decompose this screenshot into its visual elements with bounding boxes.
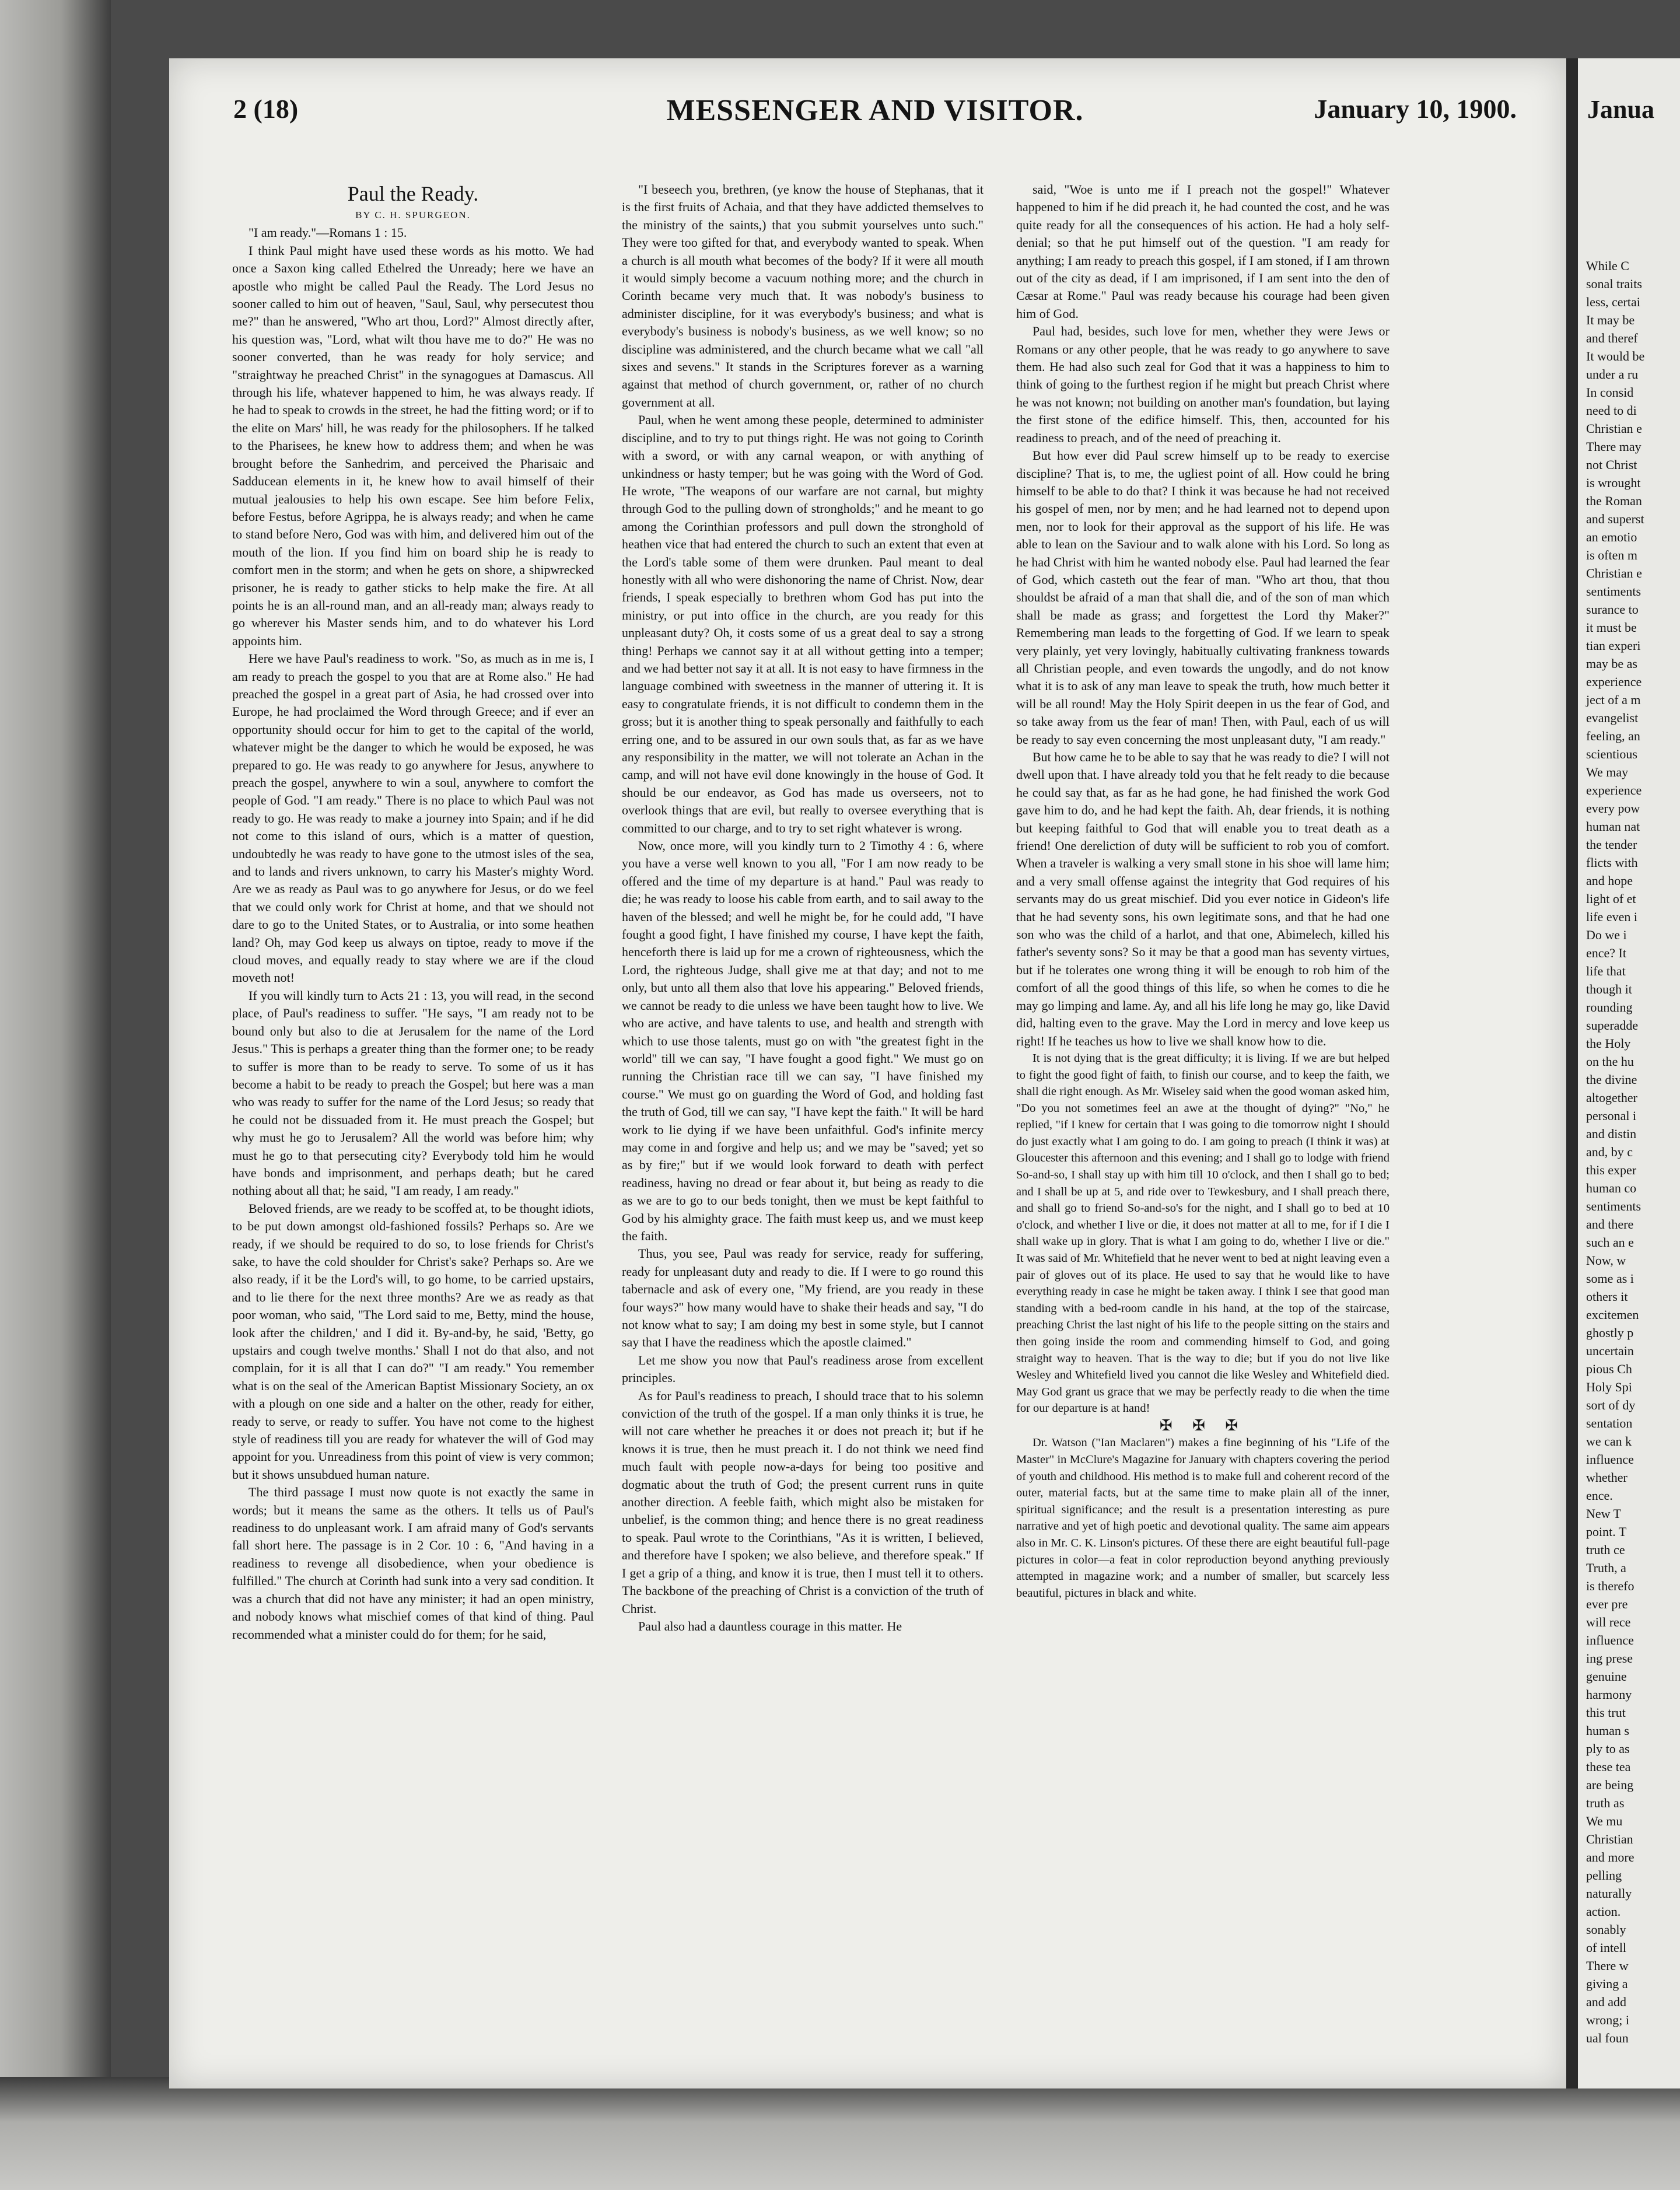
article-paragraph: Paul, when he went among these people, determined to administer discipline, and to try to put things right. He was not going to Corinth with a sword, or with any carnal weapon, or with anything of unkindness or hasty temper; but he was going with the Word of God. He wrote, "The weapons of our warfare are not carnal, but mighty through God to the pulling down of strongholds;" and he meant to go among the Corinthian professors and pull down the stronghold of heathen vice that had entered the church to such an extent that even at the Lord's table some of them were drunken. Paul meant to deal honestly with all who were dishonoring the name of Christ. Now, dear friends, I speak especially to brethren whom God has put into the ministry, or put into office in the church, are you ready for this unpleasant duty? Oh, it costs some of us a great deal to say a strong thing! Perhaps we cannot say it at all without getting into a temper; and we had better not say it at all. It is not easy to have firmness in the language combined with sweetness in the manner of uttering it. It is easy to congratulate friends, it is not difficult to condemn them in the gross; but it is another thing to speak personally and faithfully to each erring one, and to be assured in our own souls that, as far as we have any responsibility in the matter, we will not tolerate an Achan in the camp, and will not have evil done knowingly in the house of God. It should be our endeavor, as God has made us overseers, not to overlook things that are evil, but really to oversee everything that is committed to our charge, and to try to set right whatever is wrong.	[622, 412, 984, 835]
adjacent-page-line: evangelist	[1586, 711, 1639, 725]
adjacent-page-line: an emotio	[1586, 530, 1637, 544]
adjacent-page-line: and distin	[1586, 1127, 1637, 1141]
adjacent-page-line: sonal traits	[1586, 277, 1642, 291]
adjacent-page-line: life that	[1586, 964, 1626, 978]
adjacent-page-line: of intell	[1586, 1940, 1627, 1955]
adjacent-page-line: We mu	[1586, 1814, 1623, 1828]
adjacent-page-line: influence	[1586, 1452, 1634, 1467]
article-paragraph: Paul also had a dauntless courage in this matter. He	[638, 1618, 902, 1633]
adjacent-page-line: may be as	[1586, 656, 1637, 671]
adjacent-page-line: less, certai	[1586, 295, 1640, 309]
adjacent-page-line: we can k	[1586, 1434, 1632, 1449]
adjacent-page-line: others it	[1586, 1289, 1628, 1304]
adjacent-page-line: action.	[1586, 1904, 1621, 1919]
adjacent-page-line: and, by c	[1586, 1145, 1633, 1159]
article-paragraph: "I beseech you, brethren, (ye know the house of Stephanas, that it is the first fruits of Achaia, and that they have addicted themselves to the ministry of the saints,) that you submit yourselves unto such." They were too gifted for that, and everybody wanted to speak. When a church is all mouth what becomes of the body? If it were all mouth it would simply become a vacuum nothing more; and the church in Corinth became very much that. It was nobody's business to administer discipline, for it was everybody's business; and what is everybody's business is nobody's business, as we well know; so no discipline was administered, and the church became what we call "all sixes and sevens." It stands in the Scriptures forever as a warning against that method of church government, or, rather of no church government at all.	[622, 182, 984, 410]
adjacent-page-line: While C	[1586, 258, 1629, 273]
adjacent-page-line: is wrought	[1586, 475, 1641, 490]
adjacent-page-line: experience	[1586, 783, 1642, 797]
adjacent-page-line: ghostly p	[1586, 1325, 1634, 1340]
adjacent-page-line: giving a	[1586, 1976, 1628, 1991]
adjacent-page-line: personal i	[1586, 1108, 1637, 1123]
adjacent-page-line: this trut	[1586, 1705, 1626, 1720]
adjacent-page-line: need to di	[1586, 403, 1637, 418]
adjacent-page-line: excitemen	[1586, 1307, 1639, 1322]
article-paragraph: But how came he to be able to say that he was ready to die? I will not dwell upon that. I have already told you that he felt ready to die because he could say that, as far as he had gone, he had finished the work God gave him to do, and he had kept the faith. Ah, dear friends, it is nothing but keeping faithful to God that will enable you to treat death as a friend! One dereliction of duty will be sufficient to rob you of comfort. When a traveler is walking a very small stone in his shoe will lame him; and a very small offense against the integrity that God requires of his servants may do us great mischief. Did you ever notice in Gideon's life that he had seventy sons, his own legitimate sons, and that he had one son who was the child of a harlot, and that one, Abimelech, killed his father's seventy sons? So it may be that a good man has seventy virtues, but if he tolerates one wrong thing it will be enough to rob him of the comfort of all the good things of this life, so when he comes to die he may go limping and lame. Ay, and all his life long he may go, like David did, halting even to the grave. May the Lord in mercy and love keep us right! If he teaches us how to live we shall know how to die.	[1016, 750, 1390, 1048]
adjacent-page-line: superadde	[1586, 1018, 1639, 1033]
issue-date: January 10, 1900.	[1314, 94, 1517, 124]
article-paragraph: It is not dying that is the great difficulty; it is living. If we are but helped to fight the good fight of faith, to finish our course, and to keep the faith, we shall die right enough. As Mr. Wiseley said when the good woman asked him, "Do you not sometimes feel an awe at the thought of dying?" "No," he replied, "if I knew for certain that I was going to die tomorrow night I should do just exactly what I am going to do. I am going to preach (I think it was) at Gloucester this afternoon and this evening; and I shall go to lodge with friend So-and-so, I shall stay up with him till 10 o'clock, and then I shall go to bed; and I shall be up at 5, and ride over to Tewkesbury, and I shall preach there, and shall go to friend So-and-so's for the night, and I shall go to bed at 10 o'clock, and whether I live or die, it does not matter at all to me, for if I die I shall wake up in glory. That is what I am going to do, whether I live or die." It was said of Mr. Whitefield that he never went to bed at night leaving even a pair of gloves out of its place. He used to say that he would like to have everything ready in case he might be taken away. I think I see that good man standing with a bed-room candle in his hand, at the top of the staircase, preaching Christ the last night of his life to the people sitting on the stairs and then going inside the room and commending himself to God, and going straight way to heaven. That is the way to die; but if you do not live like Wesley and Whitefield lived you cannot die like Wesley and Whitefield died. May God grant us grace that we may be perfectly ready to die when the time for our departure is at hand!	[1016, 1051, 1390, 1415]
column-2	[622, 181, 984, 1635]
article-paragraph: If you will kindly turn to Acts 21 : 13, you will read, in the second place, of Paul's readiness to suffer. "He says, "I am ready not to be bound only but also to die at Jerusalem for the name of the Lord Jesus." This is perhaps a greater thing than the former one; to be ready to suffer is more than to be ready to serve. To some of us it has become a habit to be ready to preach the Gospel; but here was a man who was ready to suffer for the name of the Lord Jesus; so ready that he could not be dissuaded from it. He must preach the Gospel; but why must he go to Jerusalem? All the world was before him; why must he go to that persecuting city? Everybody told him he would have bonds and imprisonment, and perhaps death; but he cared nothing about all that; he said, "I am ready, I am ready."	[232, 988, 594, 1198]
article-paragraph: Let me show you now that Paul's readiness arose from excellent principles.	[622, 1352, 984, 1386]
adjacent-page-line: experience	[1586, 674, 1642, 689]
adjacent-page-line: ence.	[1586, 1488, 1613, 1503]
adjacent-page-line: It would be	[1586, 349, 1645, 363]
scanner-background-left	[0, 0, 111, 2190]
adjacent-page-line: ual foun	[1586, 2031, 1629, 2045]
adjacent-page-line: Christian e	[1586, 421, 1642, 436]
adjacent-page-text	[1586, 257, 1644, 2047]
adjacent-page-line: every pow	[1586, 801, 1640, 816]
adjacent-page-line: rounding	[1586, 1000, 1633, 1014]
adjacent-page-line: truth ce	[1586, 1542, 1625, 1557]
adjacent-page-line: are being	[1586, 1778, 1634, 1792]
article-paragraph: "I am ready."—Romans 1 : 15.	[249, 225, 407, 240]
adjacent-page-line: tian experi	[1586, 638, 1641, 653]
adjacent-page-line: Truth, a	[1586, 1561, 1626, 1575]
adjacent-page-line: Christian	[1586, 1832, 1633, 1846]
article-paragraph: Paul had, besides, such love for men, whether they were Jews or Romans or any other people, that he was ready to go anywhere to save them. He had also such zeal for God that it was a happiness to him to think of going to the furthest region if he might but preach Christ where he was not known; not building on another man's foundation, but laying the first stone of the edifice himself. This, then, accounted for his readiness to preach, and of the need of preaching it.	[1016, 324, 1390, 445]
adjacent-page-line: under a ru	[1586, 367, 1639, 382]
adjacent-page-line: ever pre	[1586, 1597, 1628, 1611]
publication-title: MESSENGER AND VISITOR.	[666, 94, 1084, 127]
adjacent-page-line: influence	[1586, 1633, 1634, 1647]
adjacent-page-line: and theref	[1586, 331, 1638, 345]
adjacent-page-line: Do we i	[1586, 928, 1627, 942]
adjacent-page-line: and hope	[1586, 873, 1633, 888]
adjacent-page-line: pious Ch	[1586, 1362, 1632, 1376]
article-byline: BY C. H. SPURGEON.	[355, 209, 471, 221]
adjacent-page-line: It may be	[1586, 313, 1635, 327]
adjacent-page-line: is therefo	[1586, 1579, 1634, 1593]
adjacent-page-line: though it	[1586, 982, 1632, 996]
adjacent-page-line: sentiments	[1586, 1199, 1642, 1213]
adjacent-page-header: Janua	[1587, 95, 1654, 124]
adjacent-page-line: the Holy	[1586, 1036, 1631, 1051]
adjacent-page-line: ply to as	[1586, 1741, 1630, 1756]
adjacent-page-line: ence? It	[1586, 946, 1626, 960]
adjacent-page-line: naturally	[1586, 1886, 1632, 1901]
adjacent-page-line: In consid	[1586, 385, 1634, 400]
article-paragraph: Beloved friends, are we ready to be scoffed at, to be thought idiots, to be put down amongst old-fashioned fossils? Perhaps so. Are we ready, if we should be required to do so, to lose friends for Christ's sake, to have the cold shoulder for Christ's sake? Perhaps so. Are we also ready, if it be the Lord's will, to go home, to be carried upstairs, and to lie there for the next three months? Are we as ready as that poor woman, who said, "The Lord said to me, Betty, mind the house, look after the children,' and I did it. By-and-by, he said, 'Betty, go upstairs and cough twelve months.' Shall I not do that also, and not complain, for it is all that I can do?" "I am ready." You remember what is on the seal of the American Baptist Missionary Society, an ox with a plough on one side and a halter on the other, ready for either, ready to serve, or ready to suffer. You have not come to the highest style of readiness till you are ready for whatever the will of God may appoint for you. Unreadiness from this point of view is very common; but it shows unsubdued human nature.	[232, 1201, 594, 1482]
adjacent-page-line: We may	[1586, 765, 1629, 779]
adjacent-page-line: harmony	[1586, 1687, 1632, 1702]
adjacent-page-line: uncertain	[1586, 1344, 1634, 1358]
adjacent-page-line: the Roman	[1586, 494, 1642, 508]
adjacent-page-line: ject of a m	[1586, 692, 1641, 707]
article-paragraph: said, "Woe is unto me if I preach not the gospel!" Whatever happened to him if he did preach it, he had counted the cost, and he was quite ready for all the consequences of his action. He had a holy self-denial; so that he put himself out of the question. "I am ready for anything; I am ready to preach this gospel, if I am stoned, if I am thrown out of the city as dead, if I am imprisoned, if I am sent into the den of Cæsar at Rome." Paul was ready because his courage had been given him of God.	[1016, 182, 1390, 321]
adjacent-page-line: Holy Spi	[1586, 1380, 1632, 1394]
article-paragraph: But how ever did Paul screw himself up to be ready to exercise discipline? That is, to me, the ugliest point of all. How could he bring himself to be able to do that? I think it was because he had not received his gospel of men, nor by men; and he had learned not to depend upon men, nor to look for their approval as the support of his life. He was able to lean on the Saviour and to walk alone with his Lord. So long as he had Christ with him he wanted nobody else. Paul had learned the fear of God, which casteth out the fear of man. "Who art thou, that thou shouldst be afraid of a man that shall die, and of the son of man which shall be made as grass; and forgettest the Lord thy Maker?" Remembering man leads to the forgetting of God. If we learn to speak very plainly, yet very lovingly, habitually cultivating frankness towards all Christian people, and even towards the ungodly, and do not know what it is to ask of any man leave to speak the truth, how much better it will be all round! May the Holy Spirit deepen in us the fear of God, and so take away from us the fear of man! Then, with Paul, each of us will be ready to say even concerning the most unpleasant duty, "I am ready."	[1016, 448, 1390, 747]
adjacent-page-line: pelling	[1586, 1868, 1622, 1883]
article-paragraph: Now, once more, will you kindly turn to 2 Timothy 4 : 6, where you have a verse well known to you all, "For I am now ready to be offered and the time of my departure is at hand." Paul was ready to die; he was ready to loose his cable from earth, and to sail away to the haven of the blessed; and well he might be, for he could add, "I have fought a good fight, I have finished my course, I have kept the faith, henceforth there is laid up for me a crown of righteousness, which the Lord, the righteous Judge, shall give me at that day; and not to me only, but unto all them also that love his appearing." Beloved friends, we cannot be ready to die unless we have been taught how to live. We who are active, and have talents to use, and health and strength with which to use those talents, must go on with "the greatest fight in the world" till we can say, "I have fought a good fight." We must go on running the Christian race till we can say, "I have finished my course." We must go on guarding the Word of God, and holding fast the truth of God, till we can say, "I have kept the faith." It will be hard work to lie dying if we have been unfaithful. God's infinite mercy may come in and forgive and help us; and we may be "saved; yet so as by fire;" but if we would look forward to death with perfect readiness, having no dread or fear about it, but being as ready to die as we are to go to our beds tonight, then we must be kept faithful to God by his almighty grace. The faith must keep us, and we must keep the faith.	[622, 838, 984, 1243]
adjacent-page-line: on the hu	[1586, 1054, 1634, 1069]
adjacent-page-line: There w	[1586, 1958, 1629, 1973]
column-3	[1016, 181, 1390, 1601]
newspaper-page	[169, 58, 1566, 2088]
adjacent-page-line: the tender	[1586, 837, 1637, 852]
section-ornament: ✠ ✠ ✠	[1159, 1416, 1247, 1434]
article-paragraph: I think Paul might have used these words as his motto. We had once a Saxon king called Ethelred the Unready; here we have an apostle who might be called Paul the Ready. The Lord Jesus no sooner called to him out of heaven, "Saul, Saul, why persecutest thou me?" than he answered, "Who art thou, Lord?" Almost directly after, his question was, "Lord, what wilt thou have me to do?" He was no sooner converted, than he was ready for holy service; and "straightway he preached Christ" in the synagogues at Damascus. All through his life, whatever happened to him, he was always ready. If he had to speak to crowds in the street, he had the fitting word; or if to the elite on Mars' hill, he was ready for the philosophers. If he talked to the Pharisees, he knew how to address them; and when he was brought before the Sanhedrim, and perceived the Pharisaic and Sadducean elements in it, he knew how to avail himself of their mutual jealousies to help his own escape. See him before Felix, before Festus, before Agrippa, he is always ready; and when he came to stand before Nero, God was with him, and delivered him out of the mouth of the lion. If you find him on board ship he is ready to comfort men in the storm; and when he gets on shore, a shipwrecked prisoner, he is ready to gather sticks to help make the fire. At all points he is an all-round man, and an all-ready man; always ready to go wherever his Master sends him, and to do whatever his Lord appoints him.	[232, 243, 594, 648]
article-paragraph: Thus, you see, Paul was ready for service, ready for suffering, ready for unpleasant duty and ready to die. If I were to go round this tabernacle and ask of every one, "My friend, are you ready in these four ways?" how many would have to shake their heads and say, "I do not know what to say; I am doing my best in some style, but I cannot say that I have the readiness which the apostle claimed."	[622, 1246, 984, 1350]
adjacent-page-line: Christian e	[1586, 566, 1642, 580]
adjacent-page-line: such an e	[1586, 1235, 1634, 1250]
adjacent-page-line: some as i	[1586, 1271, 1634, 1286]
article-paragraph: As for Paul's readiness to preach, I should trace that to his solemn conviction of the truth of the gospel. If a man only thinks it is true, he will not care whether he preaches it or does not preach it; but if he knows it is true, then he must preach it. I do not think we need find much fault with people now-a-days for being too positive and dogmatic about the truth of God; the present current runs in quite another direction. A feeble faith, which might also be mistaken for unbelief, is the common thing; and hence there is no great readiness to speak. Paul wrote to the Corinthians, "As it is written, I believed, and therefore have I spoken; we also believe, and therefore speak." If I get a grip of a thing, and know it is true, then I must tell it to others. The backbone of the preaching of Christ is a conviction of the truth of Christ.	[622, 1388, 984, 1616]
article-paragraph: The third passage I must now quote is not exactly the same in words; but it means the same as the others. It tells us of Paul's readiness to do unpleasant work. I am afraid many of God's servants fall short here. The passage is in 2 Cor. 10 : 6, "And having in a readiness to revenge all disobedience, when your obedience is fulfilled." The church at Corinth had sunk into a very sad condition. It was a church that did not have any minister; it had an open ministry, and nobody knows what mischief comes of that kind of thing. Paul recommended what a minister could do for them; for he said,	[232, 1485, 594, 1642]
adjacent-page-line: this exper	[1586, 1163, 1637, 1177]
adjacent-page-line: and there	[1586, 1217, 1634, 1232]
column-1	[232, 181, 594, 1643]
adjacent-page-fragment	[1578, 58, 1680, 2088]
adjacent-page-line: altogether	[1586, 1090, 1637, 1105]
adjacent-page-line: life even i	[1586, 909, 1637, 924]
adjacent-page-line: sonably	[1586, 1922, 1626, 1937]
adjacent-page-line: the divine	[1586, 1072, 1637, 1087]
adjacent-page-line: these tea	[1586, 1759, 1631, 1774]
adjacent-page-line: will rece	[1586, 1615, 1631, 1629]
adjacent-page-line: light of et	[1586, 891, 1636, 906]
adjacent-page-line: ing prese	[1586, 1651, 1633, 1666]
article-title: Paul the Ready.	[347, 182, 479, 205]
masthead	[233, 93, 1517, 146]
adjacent-page-line: genuine	[1586, 1669, 1627, 1684]
adjacent-page-line: whether	[1586, 1470, 1628, 1485]
adjacent-page-line: truth as	[1586, 1796, 1625, 1810]
adjacent-page-line: flicts with	[1586, 855, 1638, 870]
adjacent-page-line: and superst	[1586, 512, 1644, 526]
notice-paragraph: Dr. Watson ("Ian Maclaren") makes a fine beginning of his "Life of the Master" in McClure's Magazine for January with chapters covering the period of youth and childhood. His method is to make full and coherent record of the outer, material facts, but at the same time to make plain all of the inner, spiritual significance; and the result is a presentation interesting as pure narrative and yet of high poetic and devotional quality. The same aim appears also in Mr. C. K. Linson's pictures. Of these there are eight beautiful full-page pictures in color—a feat in color reproduction beyond anything previously attempted in magazine work; and a number of smaller, but scarcely less beautiful, pictures in black and white.	[1016, 1436, 1390, 1600]
adjacent-page-line: sentation	[1586, 1416, 1633, 1430]
adjacent-page-line: not Christ	[1586, 457, 1637, 472]
page-number: 2 (18)	[233, 94, 299, 124]
adjacent-page-line: wrong; i	[1586, 2013, 1629, 2027]
adjacent-page-line: sort of dy	[1586, 1398, 1636, 1412]
adjacent-page-line: feeling, an	[1586, 729, 1640, 743]
adjacent-page-line: it must be	[1586, 620, 1637, 635]
adjacent-page-line: surance to	[1586, 602, 1639, 617]
adjacent-page-line: scientious	[1586, 747, 1637, 761]
page-gutter	[1566, 58, 1578, 2088]
adjacent-page-line: New T	[1586, 1506, 1622, 1521]
adjacent-page-line: point. T	[1586, 1524, 1627, 1539]
adjacent-page-line: human co	[1586, 1181, 1637, 1195]
scanner-background-bottom	[0, 2077, 1680, 2190]
adjacent-page-line: There may	[1586, 439, 1642, 454]
adjacent-page-line: and add	[1586, 1995, 1627, 2009]
adjacent-page-line: sentiments	[1586, 584, 1642, 599]
adjacent-page-line: Now, w	[1586, 1253, 1626, 1268]
adjacent-page-line: human nat	[1586, 819, 1640, 834]
adjacent-page-line: is often m	[1586, 548, 1637, 562]
article-paragraph: Here we have Paul's readiness to work. "So, as much as in me is, I am ready to preach the gospel to you that are at Rome also." He had preached the gospel in a great part of Asia, he had crossed over into Europe, he had proclaimed the Word through Greece; and if ever an opportunity should occur for him to get to the capital of the world, whatever might be the danger to which he would be exposed, he was prepared to go. He was ready to go anywhere for Jesus, anywhere to preach the gospel, anywhere to win a soul, anywhere to comfort the people of God. "I am ready." There is no place to which Paul was not ready to go. He was ready to make a journey into Spain; and if he did not come to this island of ours, which is a matter of question, undoubtedly he was ready to have gone to the utmost isles of the sea, and to lands and rivers unknown, to carry his Master's mighty Word. Are we as ready as Paul was to go anywhere for Jesus, or do we feel that we could only work for Christ at home, and that we should not dare to go to the United States, or to Australia, or into some heathen land? Oh, may God keep us always on tiptoe, ready to move if the cloud moves, and equally ready to stay where we are if the cloud moveth not!	[232, 651, 594, 985]
adjacent-page-line: and more	[1586, 1850, 1634, 1864]
adjacent-page-line: human s	[1586, 1723, 1629, 1738]
